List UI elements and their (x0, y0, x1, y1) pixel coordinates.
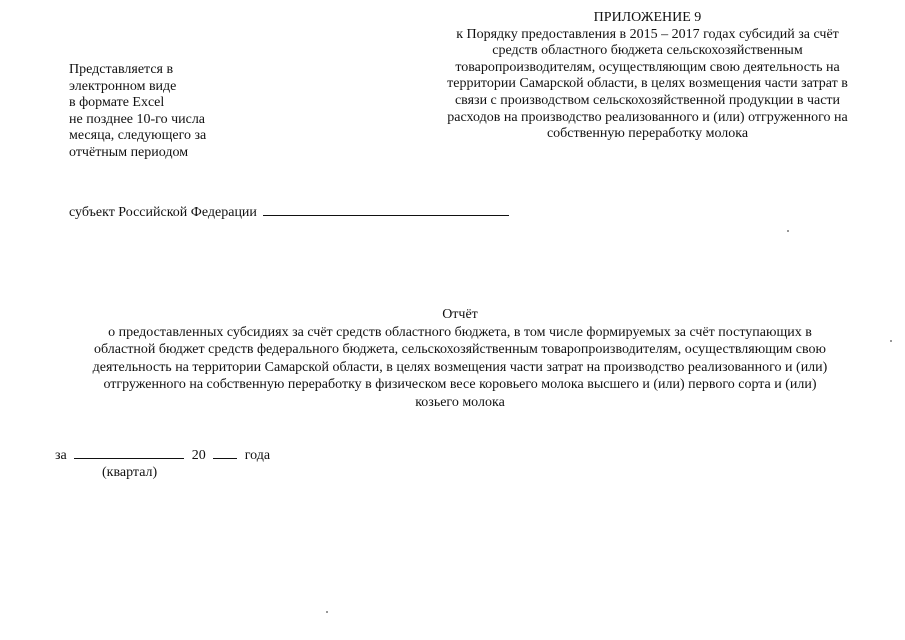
appendix-line: связи с производством сельскохозяйственной продукции в части (454, 92, 841, 108)
year-prefix: 20 (191, 448, 206, 463)
subject-blank-line[interactable] (263, 203, 509, 216)
scan-speck (787, 230, 789, 232)
scan-speck (890, 340, 892, 342)
submission-note-line: не позднее 10-го числа (69, 111, 206, 127)
year-blank-line[interactable] (213, 446, 237, 459)
report-heading (40, 306, 880, 411)
appendix-header (420, 10, 875, 143)
appendix-title: ПРИЛОЖЕНИЕ 9 (593, 10, 702, 25)
appendix-line: собственную переработку молока (546, 126, 749, 142)
period-suffix: года (244, 448, 271, 463)
subject-label: субъект Российской Федерации (69, 205, 257, 220)
appendix-line: товаропроизводителям, осуществляющим свою деятельность на (455, 59, 840, 75)
appendix-line: расходов на производство реализованного и (или) отгруженного на (447, 109, 848, 125)
quarter-blank-line[interactable] (74, 446, 184, 459)
report-description-line: козьего молока (415, 394, 505, 410)
period-prefix: за (55, 448, 67, 463)
subject-field-row (69, 203, 509, 221)
appendix-line: территории Самарской области, в целях возмещения части затрат в (447, 76, 848, 92)
scan-speck (326, 611, 328, 613)
report-title: Отчёт (442, 307, 478, 322)
appendix-line: к Порядку предоставления в 2015 – 2017 годах субсидий за счёт (456, 26, 839, 42)
period-field-row (55, 446, 270, 464)
submission-note-line: месяца, следующего за (69, 128, 207, 144)
submission-note-line: в формате Excel (69, 95, 165, 111)
submission-note-line: электронном виде (69, 78, 177, 94)
report-description-line: отгруженного на собственную переработку в физическом весе коровьего молока высшего и (или) первого сорта и (или) (103, 377, 817, 392)
submission-note-line: отчётным периодом (69, 144, 189, 160)
appendix-line: средств областного бюджета сельскохозяйственным (492, 43, 803, 59)
submission-note-line: Представляется в (69, 62, 174, 77)
report-description-line: деятельность на территории Самарской области, в целях возмещения части затрат на производство реализованного и (или) (92, 359, 828, 375)
quarter-caption: (квартал) (102, 465, 158, 480)
submission-note (69, 62, 269, 162)
report-description-line: о предоставленных субсидиях за счёт средств областного бюджета, в том числе формируемых за счёт поступающих в (108, 324, 812, 340)
report-description-line: областной бюджет средств федерального бюджета, сельскохозяйственным товаропроизводителям, осуществляющим свою (94, 342, 826, 357)
